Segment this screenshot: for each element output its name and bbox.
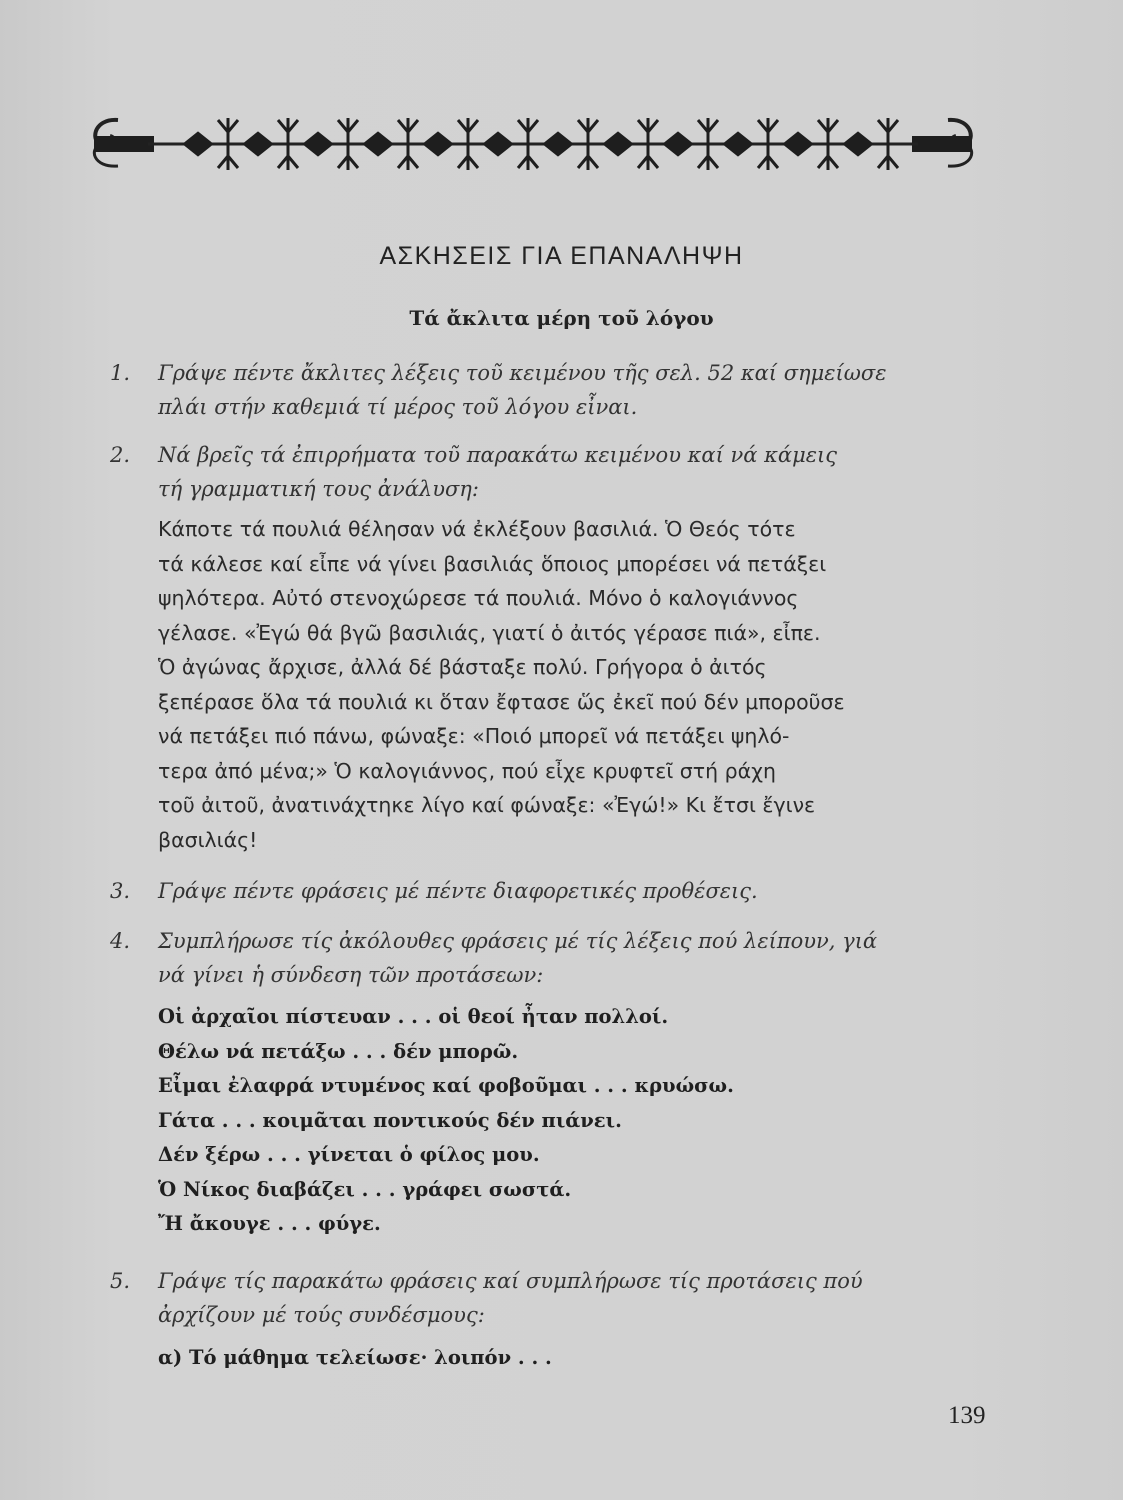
exercise-number: 3.: [110, 879, 131, 903]
passage-line: τοῦ ἀιτοῦ, ἀνατινάχτηκε λίγο καί φώναξε: «Ἐγώ!» Κι ἔτσι ἔγινε: [158, 793, 816, 817]
passage-line: βασιλιάς!: [158, 827, 258, 852]
exercise-number: 5.: [110, 1269, 131, 1293]
exercise-number: 2.: [110, 443, 131, 467]
passage-line: νά πετάξει πιό πάνω, φώναξε: «Ποιό μπορεῖ νά πετάξει ψηλό-: [158, 724, 790, 748]
phrase-line: Ἤ ἄκουγε . . . φύγε.: [158, 1212, 381, 1235]
exercise-text-line: Νά βρεῖς τά ἐπιρρήματα τοῦ παρακάτω κειμένου καί νά κάμεις: [158, 443, 837, 467]
section-subtitle: Τά ἄκλιτα μέρη τοῦ λόγου: [409, 306, 714, 330]
decorative-border-ornament: [88, 108, 978, 178]
phrase-line: α) Τό μάθημα τελείωσε· λοιπόν . . .: [158, 1346, 552, 1369]
exercise-text-line: Συμπλήρωσε τίς ἀκόλουθες φράσεις μέ τίς λέξεις πού λείπουν, γιά: [158, 929, 878, 953]
phrase-line: Γάτα . . . κοιμᾶται ποντικούς δέν πιάνει.: [158, 1108, 622, 1132]
exercise-text-line: νά γίνει ἡ σύνδεση τῶν προτάσεων:: [158, 963, 544, 987]
exercise-text-line: Γράψε τίς παρακάτω φράσεις καί συμπλήρωσε τίς προτάσεις πού: [158, 1269, 863, 1293]
passage-line: γέλασε. «Ἐγώ θά βγῶ βασιλιάς, γιατί ὁ ἀιτός γέρασε πιά», εἶπε.: [158, 620, 821, 645]
passage-line: τερα ἀπό μένα;» Ὁ καλογιάννος, πού εἶχε κρυφτεῖ στή ράχη: [158, 758, 776, 783]
passage-line: τά κάλεσε καί εἶπε νά γίνει βασιλιάς ὅποιος μπορέσει νά πετάξει: [158, 551, 827, 576]
phrase-line: Θέλω νά πετάξω . . . δέν μπορῶ.: [158, 1039, 519, 1063]
passage-line: Κάποτε τά πουλιά θέλησαν νά ἐκλέξουν βασιλιά. Ὁ Θεός τότε: [158, 517, 796, 541]
exercise-number: 4.: [110, 929, 131, 953]
exercise-number: 1.: [110, 361, 131, 385]
exercise-text-line: πλάι στήν καθεμιά τί μέρος τοῦ λόγου εἶναι.: [158, 395, 638, 419]
phrase-line: Οἱ ἀρχαῖοι πίστευαν . . . οἱ θεοί ἦταν πολλοί.: [158, 1005, 669, 1028]
exercise-text-line: τή γραμματική τους ἀνάλυση:: [158, 477, 479, 501]
exercise-4-phrases: [158, 1000, 978, 1242]
passage-line: Ὁ ἀγώνας ἄρχισε, ἀλλά δέ βάσταξε πολύ. Γρήγορα ὁ ἀιτός: [158, 655, 767, 679]
passage-line: ξεπέρασε ὅλα τά πουλιά κι ὅταν ἔφτασε ὥς ἐκεῖ πού δέν μποροῦσε: [158, 689, 845, 714]
exercise-text-line: ἀρχίζουν μέ τούς συνδέσμους:: [158, 1303, 485, 1327]
exercise-2-passage: [158, 512, 990, 857]
page-title: ΑΣΚΗΣΕΙΣ ΓΙΑ ΕΠΑΝΑΛΗΨΗ: [379, 242, 744, 270]
phrase-line: Δέν ξέρω . . . γίνεται ὁ φίλος μου.: [158, 1143, 540, 1166]
phrase-line: Εἶμαι ἐλαφρά ντυμένος καί φοβοῦμαι . . . κρυώσω.: [158, 1074, 734, 1097]
phrase-line: Ὁ Νίκος διαβάζει . . . γράφει σωστά.: [158, 1177, 572, 1201]
passage-line: ψηλότερα. Αὐτό στενοχώρεσε τά πουλιά. Μόνο ὁ καλογιάννος: [158, 586, 799, 610]
exercise-text-line: Γράψε πέντε ἄκλιτες λέξεις τοῦ κειμένου τῆς σελ. 52 καί σημείωσε: [158, 361, 887, 385]
exercise-text-line: Γράψε πέντε φράσεις μέ πέντε διαφορετικές προθέσεις.: [158, 879, 758, 903]
page-number: 139: [948, 1402, 986, 1429]
exercise-5-phrases: [158, 1341, 978, 1376]
